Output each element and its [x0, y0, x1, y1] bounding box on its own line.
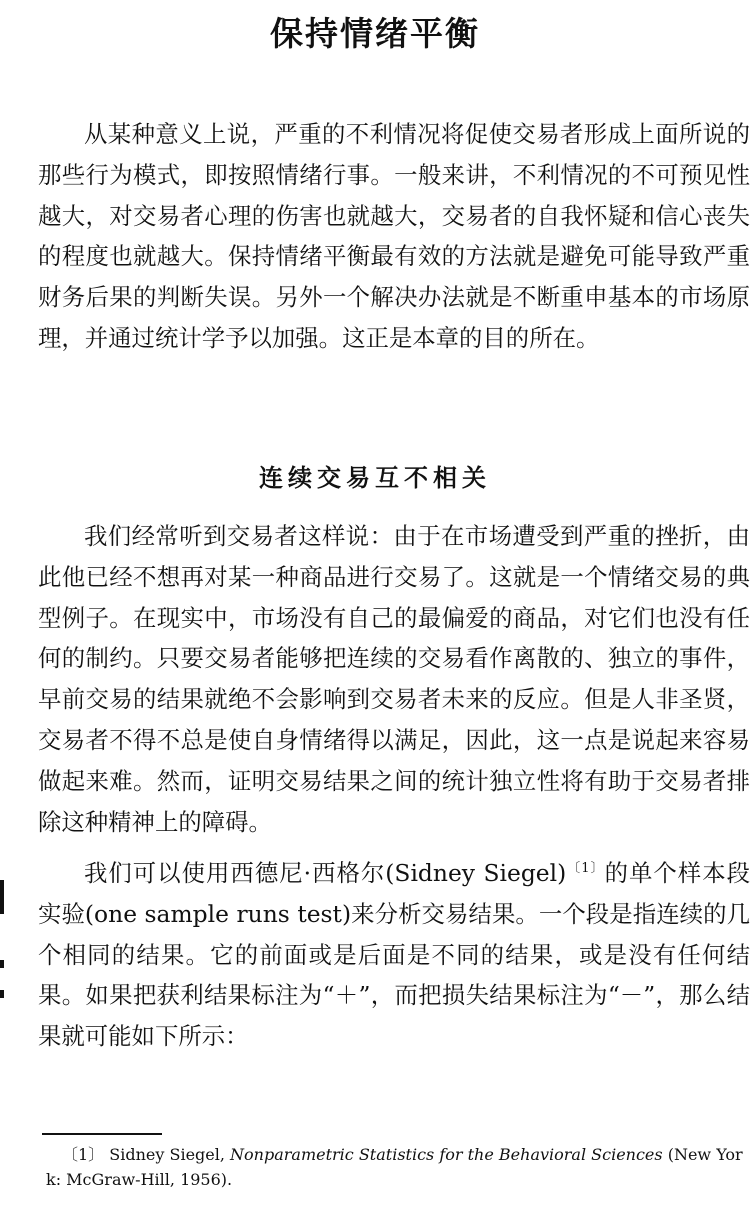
chapter-title: 保持情绪平衡 [270, 14, 480, 53]
footnote-publication: (New York: McGraw-Hill, 1956). [46, 1145, 743, 1189]
footnote-author: Sidney Siegel, [104, 1145, 225, 1164]
scan-edge-mark [0, 880, 4, 914]
body-paragraph: 我们经常听到交易者这样说：由于在市场遭受到严重的挫折，由此他已经不想再对某一种商品进行交易了。这就是一个情绪交易的典型例子。在现实中，市场没有自己的最偏爱的商品，对它们也没有任何的制约。只要交易者能够把连续的交易看作离散的、独立的事件，早前交易的结果就绝不会影响到交易者未来的反应。但是人非圣贤，交易者不得不总是使自身情绪得以满足，因此，这一点是说起来容易做起来难。然而，证明交易结果之间的统计独立性将有助于交易者排除这种精神上的障碍。 [38, 522, 750, 836]
section-heading: 连续交易互不相关 [259, 464, 491, 492]
scan-edge-mark [0, 990, 4, 998]
scan-edge-mark [0, 960, 4, 968]
footnote-reference: 〔1〕 [566, 861, 605, 876]
paragraph-text-start: 我们可以使用西德尼·西格尔(Sidney Siegel) [84, 859, 567, 887]
footnote-book-title: Nonparametric Statistics for the Behavioral Sciences [230, 1145, 663, 1164]
footnote [46, 1142, 750, 1192]
runs-test-paragraph [38, 849, 750, 1057]
intro-paragraph: 从某种意义上说，严重的不利情况将促使交易者形成上面所说的那些行为模式，即按照情绪行事。一般来讲，不利情况的不可预见性越大，对交易者心理的伤害也就越大，交易者的自我怀疑和信心丧失的程度也就越大。保持情绪平衡最有效的方法就是避免可能导致严重财务后果的判断失误。另外一个解决办法就是不断重申基本的市场原理，并通过统计学予以加强。这正是本章的目的所在。 [38, 120, 750, 352]
footnote-marker: 〔1〕 [62, 1145, 105, 1164]
footnote-divider [42, 1133, 162, 1135]
paragraph-text-end: 的单个样本段实验(one sample runs test)来分析交易结果。一个段是指连续的几个相同的结果。它的前面或是后面是不同的结果，或是没有任何结果。如果把获利结果标注为“＋”，而把损失结果标注为“－”，那么结果就可能如下所示： [38, 859, 750, 1051]
